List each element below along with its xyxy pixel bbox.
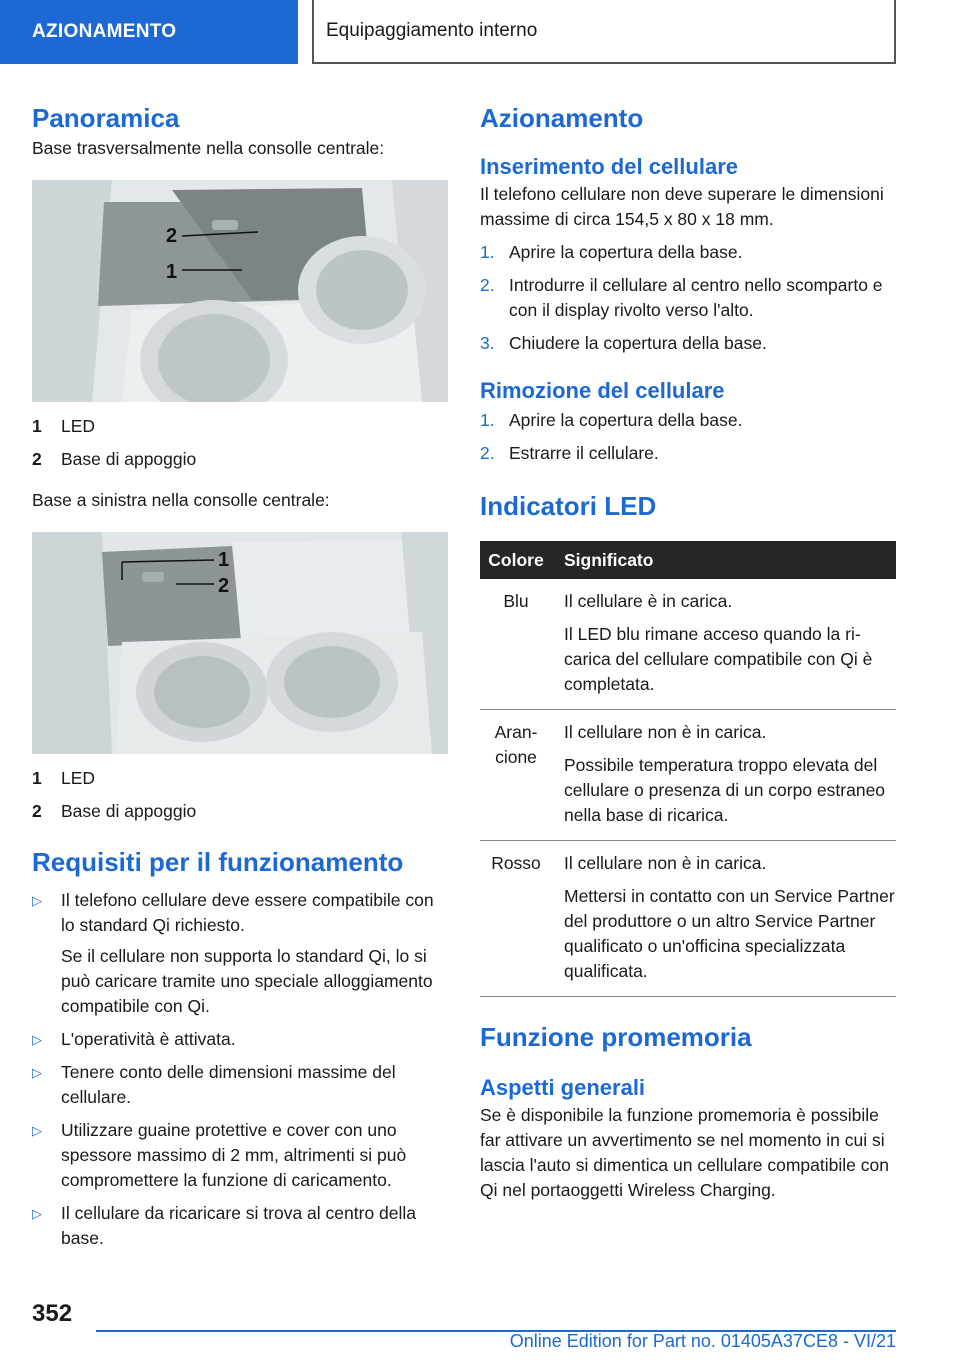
led-table [480, 541, 896, 997]
legend-item [32, 795, 448, 828]
legend-number: 2 [32, 801, 42, 821]
legend-number: 1 [32, 768, 42, 788]
requirements-heading: Requisiti per il funzionamento [32, 847, 404, 877]
triangle-bullet-icon: ▷ [32, 1206, 42, 1221]
step-item [480, 331, 896, 356]
callout-2: 2 [166, 225, 178, 247]
led-meaning-cell [552, 841, 896, 997]
remove-steps [480, 408, 896, 466]
meaning-detail: Il LED blu rimane acceso quando la ricarica del cellulare compatibile con Qi è completata. [564, 624, 873, 694]
list-item [32, 1201, 448, 1251]
step-number: 1. [480, 242, 495, 262]
callout-1: 1 [218, 549, 230, 571]
meaning-line: Il cellulare è in carica. [564, 591, 733, 611]
led-color-cell: Arancione [480, 710, 552, 841]
reminder-heading: Funzione promemoria [480, 1022, 752, 1052]
left-column [32, 100, 448, 1251]
step-item [480, 408, 896, 433]
step-number: 2. [480, 275, 495, 295]
legend-2 [32, 762, 448, 828]
legend-item [32, 762, 448, 795]
section-label: AZIONAMENTO [32, 21, 177, 42]
led-color-cell: Blu [480, 579, 552, 710]
chapter-tab [312, 0, 896, 64]
intro-left-base: Base a sinistra nella consolle centrale: [32, 490, 330, 510]
triangle-bullet-icon: ▷ [32, 1032, 42, 1047]
insert-heading: Inserimento del cellulare [480, 154, 738, 179]
right-column [480, 100, 896, 1203]
step-text: Aprire la copertura della base. [509, 242, 743, 262]
intro-transverse: Base trasversalmente nella consolle centrale: [32, 138, 385, 158]
legend-item [32, 410, 448, 443]
list-item [32, 1027, 448, 1052]
page-number: 352 [32, 1300, 73, 1327]
led-color-cell: Rosso [480, 841, 552, 997]
list-item-text: Utilizzare guaine protettive e cover con uno spessore massimo di 2 mm, altrimenti si può compromettere la funzione di caricamento. [61, 1120, 407, 1190]
column-header-meaning: Significato [552, 541, 896, 579]
led-meaning-cell [552, 579, 896, 710]
step-number: 1. [480, 410, 495, 430]
overview-heading: Panoramica [32, 103, 180, 133]
step-text: Introdurre il cellulare al centro nello scomparto e con il display rivolto verso l'alto. [509, 275, 883, 320]
chapter-label: Equipaggiamento interno [326, 20, 538, 41]
legend-label: LED [61, 768, 96, 788]
list-item-text: Tenere conto delle dimensioni massime del cellulare. [61, 1062, 396, 1107]
triangle-bullet-icon: ▷ [32, 1123, 42, 1138]
step-item [480, 273, 896, 323]
legend-item [32, 443, 448, 476]
legend-1 [32, 410, 448, 476]
section-tab [0, 0, 298, 64]
list-item-subtext: Se il cellulare non supporta lo standard Qi, lo si può caricare tramite uno speciale alloggiamento compatibile con Qi. [61, 946, 433, 1016]
table-row [480, 710, 896, 841]
operation-heading: Azionamento [480, 103, 644, 133]
edition-text: Online Edition for Part no. 01405A37CE8 - VI/21 [509, 1331, 896, 1351]
callout-2: 2 [218, 575, 230, 597]
meaning-line: Il cellulare non è in carica. [564, 853, 767, 873]
legend-label: LED [61, 416, 96, 436]
legend-label: Base di appoggio [61, 449, 197, 469]
list-item-text: Il telefono cellulare deve essere compatibile con lo standard Qi richiesto. [61, 890, 434, 935]
led-meaning-cell [552, 710, 896, 841]
meaning-detail: Mettersi in contatto con un Service Partner del produttore o un altro Service Partner qualificato o un'officina specializzata qualificata. [564, 886, 895, 981]
table-header-row [480, 541, 896, 579]
step-item [480, 240, 896, 265]
insert-steps [480, 240, 896, 356]
figure-left-base [32, 532, 448, 754]
console-illustration-1 [32, 180, 448, 402]
console-illustration-2 [32, 532, 448, 754]
figure-transverse-base [32, 180, 448, 402]
legend-number: 2 [32, 449, 42, 469]
requirements-list [32, 888, 448, 1251]
table-row [480, 579, 896, 710]
meaning-line: Il cellulare non è in carica. [564, 722, 767, 742]
list-item-text: Il cellulare da ricaricare si trova al centro della base. [61, 1203, 417, 1248]
step-item [480, 441, 896, 466]
reminder-subheading: Aspetti generali [480, 1075, 646, 1100]
legend-label: Base di appoggio [61, 801, 197, 821]
step-text: Aprire la copertura della base. [509, 410, 743, 430]
triangle-bullet-icon: ▷ [32, 1065, 42, 1080]
step-number: 2. [480, 443, 495, 463]
column-header-color: Colore [480, 541, 552, 579]
step-number: 3. [480, 333, 495, 353]
led-heading: Indicatori LED [480, 491, 657, 521]
callout-1: 1 [166, 261, 178, 283]
list-item [32, 888, 448, 1019]
step-text: Estrarre il cellulare. [509, 443, 659, 463]
remove-heading: Rimozione del cellulare [480, 378, 725, 403]
table-row [480, 841, 896, 997]
insert-intro: Il telefono cellulare non deve superare le dimensioni massime di circa 154,5 x 80 x 18 mm. [480, 184, 884, 229]
list-item [32, 1118, 448, 1193]
step-text: Chiudere la copertura della base. [509, 333, 767, 353]
list-item-text: L'operatività è attivata. [61, 1029, 236, 1049]
list-item [32, 1060, 448, 1110]
meaning-detail: Possibile temperatura troppo elevata del cellulare o presenza di un corpo estraneo nella base di ricarica. [564, 755, 886, 825]
triangle-bullet-icon: ▷ [32, 893, 42, 908]
reminder-text: Se è disponibile la funzione promemoria è possibile far attivare un avvertimento se nel momento in cui si lascia l'auto si dimentica un cellulare compatibile con Qi nel portaoggetti Wireless Charging. [480, 1105, 889, 1200]
legend-number: 1 [32, 416, 42, 436]
